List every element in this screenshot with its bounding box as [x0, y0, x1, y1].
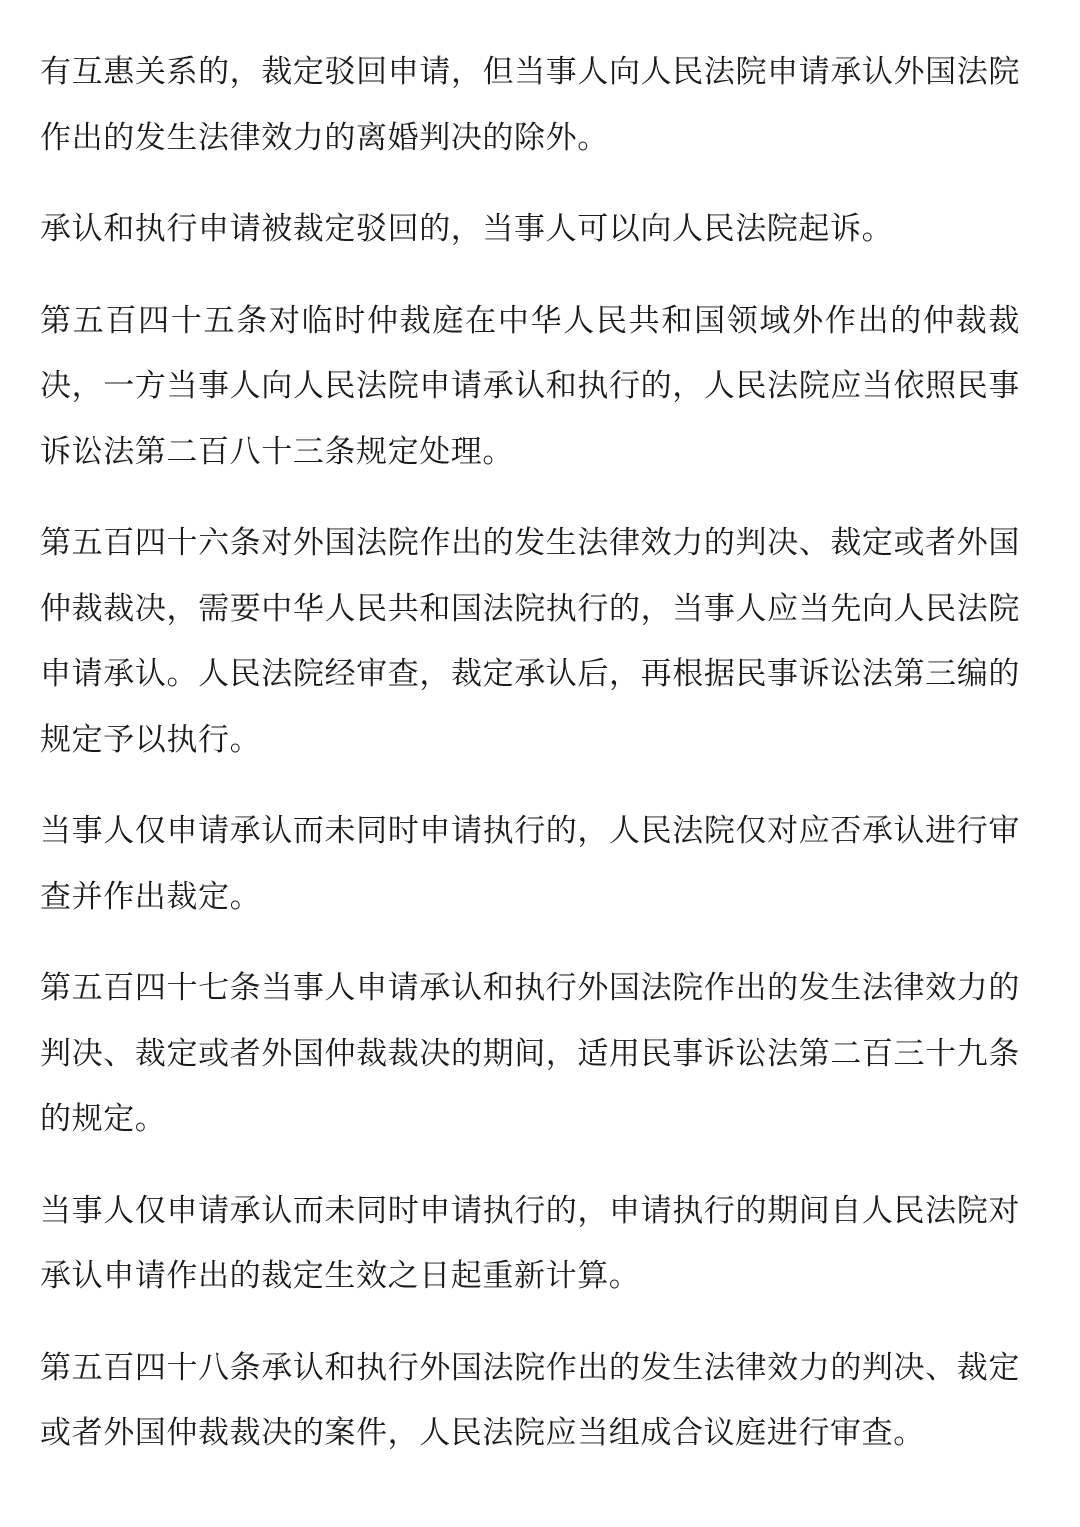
- paragraph-1: 有互惠关系的，裁定驳回申请，但当事人向人民法院申请承认外国法院作出的发生法律效力的离婚判决的除外。: [40, 54, 1020, 156]
- paragraph-8: 第五百四十八条承认和执行外国法院作出的发生法律效力的判决、裁定或者外国仲裁裁决的案件，人民法院应当组成合议庭进行审查。: [40, 1349, 1020, 1451]
- document-body: [40, 40, 1020, 1467]
- paragraph-7: 当事人仅申请承认而未同时申请执行的，申请执行的期间自人民法院对承认申请作出的裁定生效之日起重新计算。: [40, 1192, 1020, 1294]
- paragraph-2: 承认和执行申请被裁定驳回的，当事人可以向人民法院起诉。: [40, 211, 894, 247]
- paragraph-6: 第五百四十七条当事人申请承认和执行外国法院作出的发生法律效力的判决、裁定或者外国仲裁裁决的期间，适用民事诉讼法第二百三十九条的规定。: [40, 970, 1020, 1137]
- paragraph-3: 第五百四十五条对临时仲裁庭在中华人民共和国领域外作出的仲裁裁决，一方当事人向人民法院申请承认和执行的，人民法院应当依照民事诉讼法第二百八十三条规定处理。: [40, 302, 1020, 470]
- paragraph-4: 第五百四十六条对外国法院作出的发生法律效力的判决、裁定或者外国仲裁裁决，需要中华人民共和国法院执行的，当事人应当先向人民法院申请承认。人民法院经审查，裁定承认后，再根据民事诉讼法第三编的规定予以执行。: [40, 525, 1020, 758]
- paragraph-5: 当事人仅申请承认而未同时申请执行的，人民法院仅对应否承认进行审查并作出裁定。: [40, 813, 1020, 915]
